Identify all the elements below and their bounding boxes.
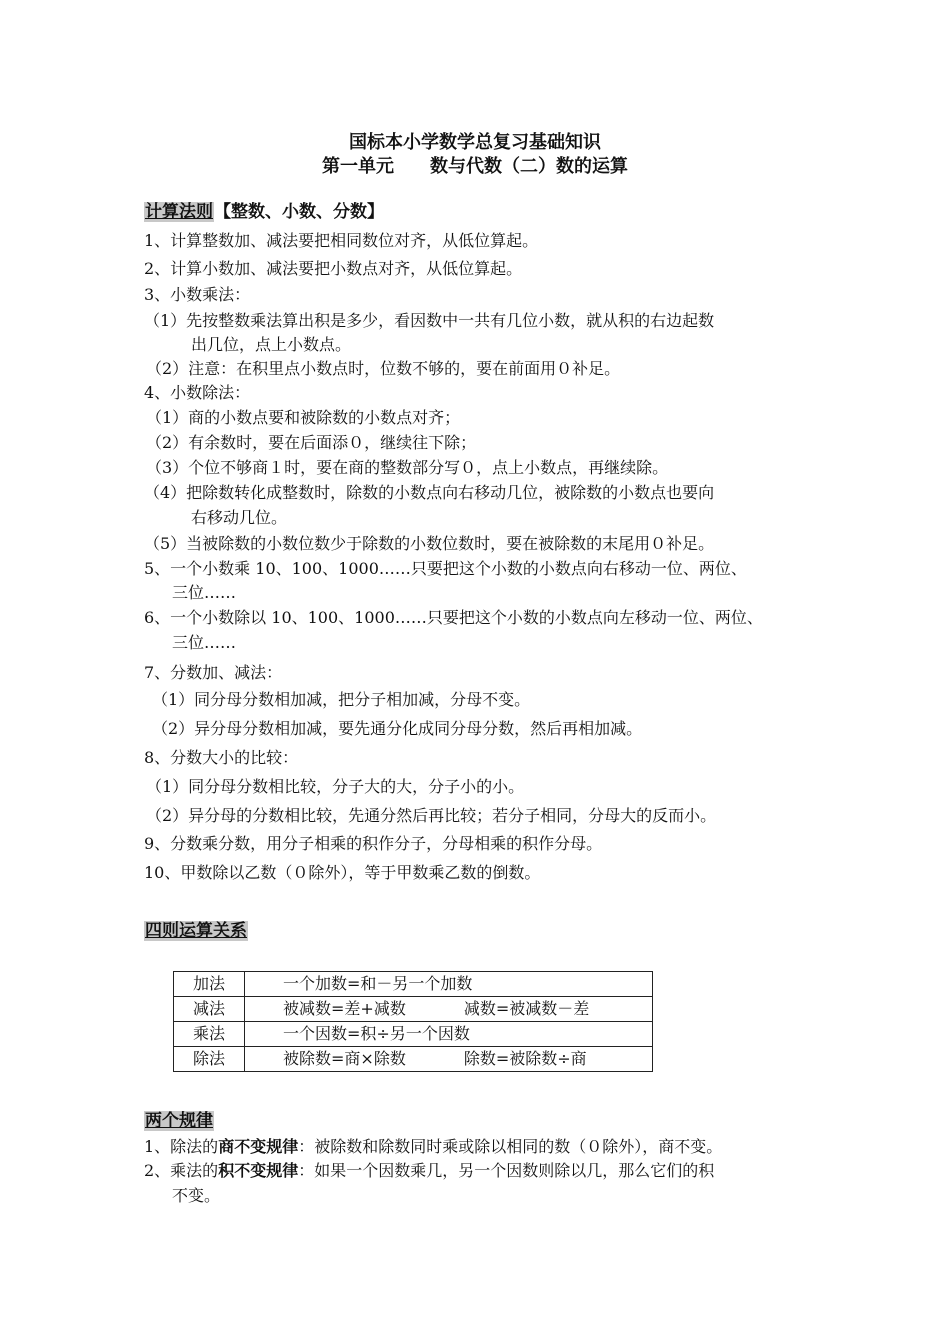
relation-cell <box>245 1047 653 1072</box>
section-heading-laws <box>144 1110 214 1132</box>
relation-text: 一个加数=和－另一个加数 <box>283 974 473 993</box>
relation-text: 除数=被除数÷商 <box>463 1049 587 1068</box>
law-text: ：如果一个因数乘几，另一个因数则除以几，那么它们的积 <box>298 1161 715 1180</box>
law-line <box>144 1136 722 1158</box>
rule-line: 4、小数除法： <box>144 383 251 402</box>
rule-line: （1）商的小数点要和被除数的小数点对齐； <box>146 408 461 427</box>
table-row <box>174 1047 653 1072</box>
relation-cell <box>245 972 653 997</box>
heading-suffix: 【整数、小数、分数】 <box>214 202 384 222</box>
relation-cell <box>245 997 653 1022</box>
rule-line: 1、计算整数加、减法要把相同数位对齐，从低位算起。 <box>144 231 539 250</box>
page-title: 国标本小学数学总复习基础知识 <box>349 132 601 153</box>
operation-cell: 乘法 <box>174 1022 245 1047</box>
rule-line: （1）同分母分数相比较，分子大的大，分子小的小。 <box>146 777 525 796</box>
rule-line: 9、分数乘分数，用分子相乘的积作分子，分母相乘的积作分母。 <box>144 834 603 853</box>
section-heading-rules <box>144 201 384 223</box>
rule-line: （1）先按整数乘法算出积是多少，看因数中一共有几位小数，就从积的右边起数 <box>144 311 715 330</box>
rule-line: 右移动几位。 <box>191 508 288 527</box>
rule-line: （2）注意：在积里点小数点时，位数不够的，要在前面用０补足。 <box>146 359 621 378</box>
rule-line: 5、一个小数乘 10、100、1000……只要把这个小数的小数点向右移动一位、两位、 <box>144 559 747 578</box>
rule-line: （2）异分母分数相加减，要先通分化成同分母分数，然后再相加减。 <box>152 719 643 738</box>
heading-highlight: 计算法则 <box>145 202 213 222</box>
rule-line: 10、甲数除以乙数（０除外），等于甲数乘乙数的倒数。 <box>144 863 541 882</box>
operation-cell: 除法 <box>174 1047 245 1072</box>
operations-table <box>173 971 653 1072</box>
rule-line: 6、一个小数除以 10、100、1000……只要把这个小数的小数点向左移动一位、两位、 <box>144 608 763 627</box>
law-line <box>144 1160 714 1182</box>
operation-cell: 减法 <box>174 997 245 1022</box>
relation-text: 一个因数=积÷另一个因数 <box>283 1024 470 1043</box>
operation-cell: 加法 <box>174 972 245 997</box>
section-heading-operations <box>144 920 248 942</box>
relation-text: 被除数=商×除数 <box>283 1049 406 1068</box>
page-subtitle: 第一单元 数与代数（二）数的运算 <box>322 156 628 177</box>
rule-line: 三位…… <box>172 583 237 602</box>
rule-line: 8、分数大小的比较： <box>144 748 299 767</box>
rule-line: （4）把除数转化成整数时，除数的小数点向右移动几位，被除数的小数点也要向 <box>144 483 715 502</box>
rule-line: 3、小数乘法： <box>144 285 251 304</box>
rule-line: （5）当被除数的小数位数少于除数的小数位数时，要在被除数的末尾用０补足。 <box>144 534 715 553</box>
table-row <box>174 1022 653 1047</box>
law-prefix: 1、除法的 <box>144 1137 219 1156</box>
rule-line: （2）异分母的分数相比较，先通分然后再比较；若分子相同，分母大的反而小。 <box>146 806 717 825</box>
law-term: 积不变规律 <box>218 1161 299 1180</box>
rule-line: （2）有余数时，要在后面添０，继续往下除； <box>146 433 477 452</box>
table-row <box>174 997 653 1022</box>
table-row <box>174 972 653 997</box>
law-text: ：被除数和除数同时乘或除以相同的数（０除外），商不变。 <box>298 1137 723 1156</box>
law-prefix: 2、乘法的 <box>144 1161 219 1180</box>
relation-cell <box>245 1022 653 1047</box>
heading-highlight: 两个规律 <box>145 1111 213 1131</box>
rule-line: （3）个位不够商１时，要在商的整数部分写０，点上小数点，再继续除。 <box>146 458 669 477</box>
rule-line: 7、分数加、减法： <box>144 663 283 682</box>
rule-line: 2、计算小数加、减法要把小数点对齐，从低位算起。 <box>144 259 523 278</box>
rule-line: （1）同分母分数相加减，把分子相加减，分母不变。 <box>152 690 531 709</box>
relation-text: 被减数=差+减数 <box>283 999 406 1018</box>
heading-highlight: 四则运算关系 <box>145 921 247 941</box>
rule-line: 三位…… <box>172 633 237 652</box>
law-term: 商不变规律 <box>218 1137 299 1156</box>
rule-line: 出几位，点上小数点。 <box>191 335 352 354</box>
relation-text: 减数=被减数－差 <box>463 999 590 1018</box>
law-line: 不变。 <box>172 1186 221 1205</box>
